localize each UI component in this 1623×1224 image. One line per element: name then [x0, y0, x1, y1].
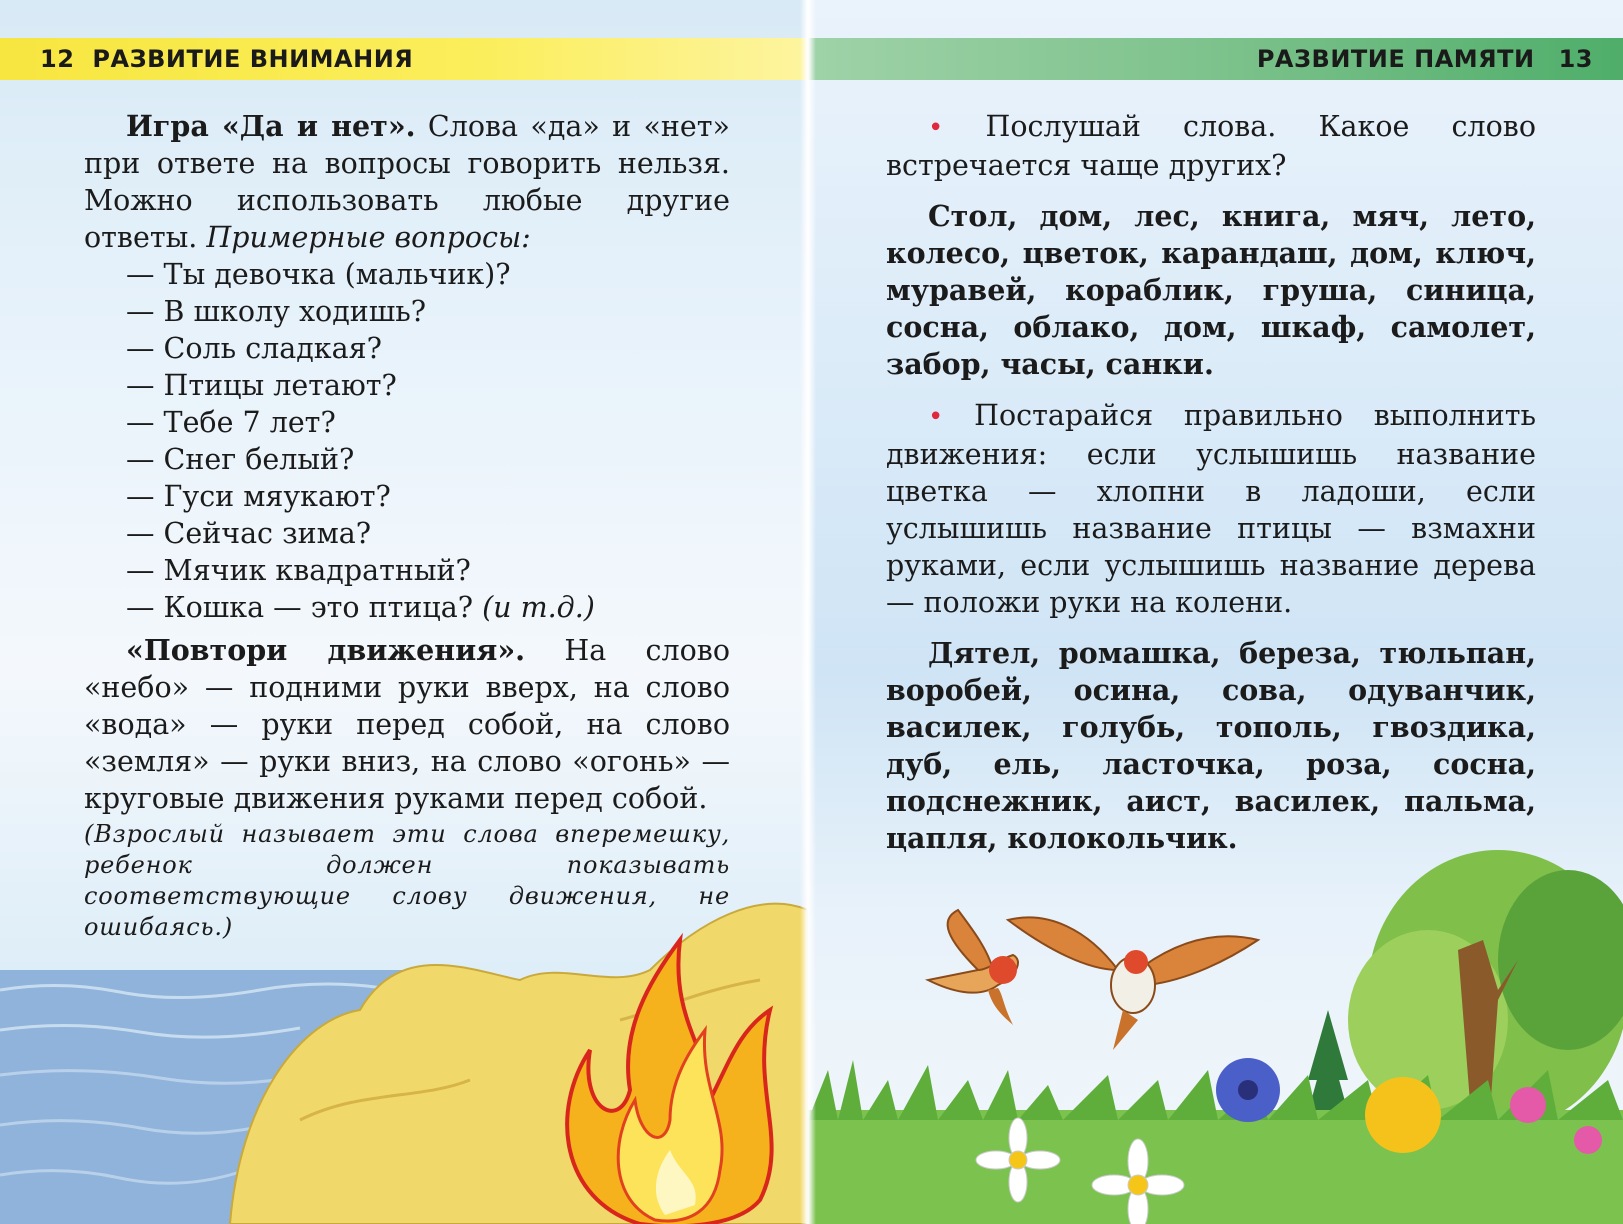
game2-paragraph: [84, 632, 730, 817]
game2-text: На слово «небо» — подними руки вверх, на слово «вода» — руки перед собой, на слово «земля» — руки вниз, на слово «огонь» — круговые движения руками перед собой.: [84, 634, 730, 815]
left-page: [0, 0, 808, 1224]
question-item: — Ты девочка (мальчик)?: [126, 258, 511, 291]
task2-text: Постарайся правильно выполнить движения: если услышишь название цветка — хлопни в ладоши, если услышишь название птицы — взмахни руками, если услышишь название дерева — положи руки на колени.: [886, 399, 1536, 619]
right-page: [808, 0, 1623, 1224]
words1-list: Стол, дом, лес, книга, мяч, лето, колесо, цветок, карандаш, дом, ключ, муравей, кораблик, груша, синица, сосна, облако, дом, шкаф, самолет, забор, часы, санки.: [886, 199, 1536, 381]
question-item: — В школу ходишь?: [126, 295, 427, 328]
task2-paragraph: [886, 397, 1536, 621]
left-body-text: [84, 108, 730, 943]
game1-paragraph: [84, 108, 730, 256]
bullet-icon: •: [928, 402, 944, 432]
game1-title: Игра «Да и нет».: [126, 109, 416, 143]
game2-title: «Повтори движения».: [126, 633, 526, 667]
left-page-number: 12: [40, 45, 75, 73]
meadow: [808, 1110, 1623, 1224]
words2-list: Дятел, ромашка, береза, тюльпан, воробей, осина, сова, одуванчик, василек, голубь, тополь, гвоздика, дуб, ель, ласточка, роза, сосна, подснежник, аист, василек, пальма, цапля, колокольчик.: [886, 636, 1536, 855]
book-gutter: [800, 0, 816, 1224]
bird-1: [928, 910, 1018, 1025]
question-item: — Соль сладкая?: [126, 332, 382, 365]
birds-and-meadow-illustration: [808, 840, 1623, 1224]
right-body-text: [886, 108, 1536, 857]
task1-paragraph: [886, 108, 1536, 184]
etc-label: (и т.д.): [482, 591, 595, 624]
game1-text: Слова «да» и «нет» при ответе на вопросы говорить нельзя. Можно использовать любые другие ответы.: [84, 110, 730, 254]
question-item-last: [84, 589, 730, 626]
bullet-icon: •: [928, 113, 944, 143]
left-section-title: РАЗВИТИЕ ВНИМАНИЯ: [92, 45, 414, 73]
bird-2: [1008, 917, 1258, 1050]
right-page-number: 13: [1558, 45, 1593, 73]
left-header-band: [0, 38, 808, 80]
question-item: — Гуси мяукают?: [126, 480, 391, 513]
questions-label: Примерные вопросы:: [206, 221, 531, 254]
question-item: — Тебе 7 лет?: [126, 406, 336, 439]
right-header-band: [808, 38, 1623, 80]
task1-text: Послушай слова. Какое слово встречается чаще других?: [886, 110, 1536, 182]
question-item: — Мячик квадратный?: [126, 554, 471, 587]
game2-note: (Взрослый называет эти слова вперемешку, ребенок должен показывать соответствующие слову движения, не ошибаясь.): [84, 820, 730, 941]
question-item: — Птицы летают?: [126, 369, 397, 402]
right-section-title: РАЗВИТИЕ ПАМЯТИ: [1256, 45, 1535, 73]
question-item: — Сейчас зима?: [126, 517, 372, 550]
sea-and-fire-illustration: [0, 900, 808, 1224]
question-item: — Снег белый?: [126, 443, 355, 476]
question-text: — Кошка — это птица?: [126, 591, 483, 624]
